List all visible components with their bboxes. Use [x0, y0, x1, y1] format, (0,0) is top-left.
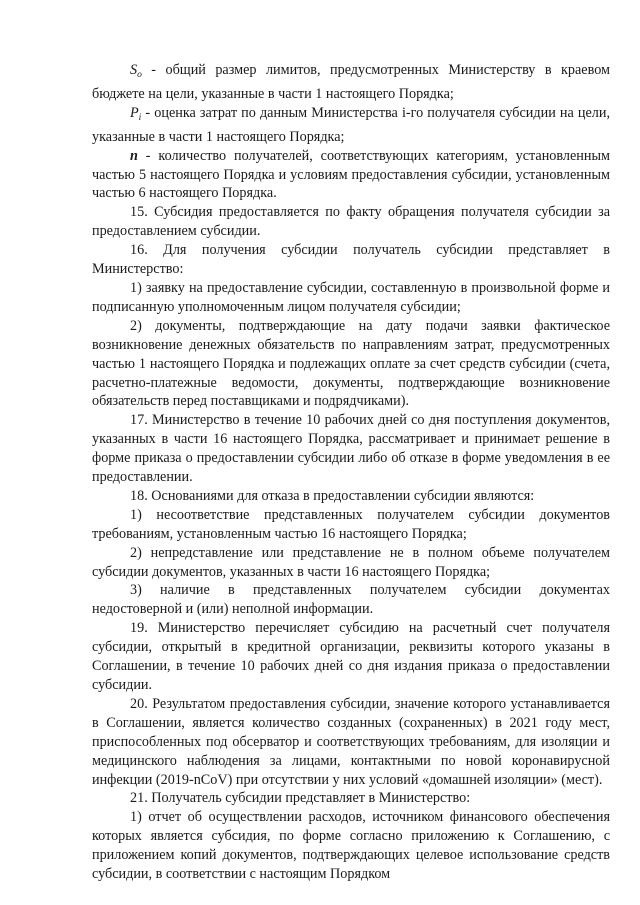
variable-s: S — [130, 62, 138, 78]
paragraph-item-16-2: 2) документы, подтверждающие на дату подачи заявки фактическое возникновение денежных обязательств по направлениям затрат, предусмотренных частью 1 настоящего Порядка и подлежащих оплате за счет средств субсидии (счета, расчетно-платежные ведомости, документы, подтверждающие возникновение обязательств перед поставщиками и подрядчиками). — [92, 317, 610, 410]
variable-p-subscript: i — [138, 112, 142, 123]
variable-s-subscript: o — [137, 70, 142, 80]
paragraph-item-15: 15. Субсидия предоставляется по факту обращения получателя субсидии за предоставлением субсидии. — [92, 204, 610, 240]
document-body — [92, 61, 610, 884]
paragraph-text: - оценка затрат по данным Министерства i-го получателя субсидии на цели, указанные в части 1 настоящего Порядка; — [92, 104, 610, 145]
paragraph-definition-pi — [92, 104, 610, 147]
paragraph-item-18-3: 3) наличие в представленных получателем субсидии документах недостоверной и (или) неполной информации. — [92, 582, 610, 618]
paragraph-item-17: 17. Министерство в течение 10 рабочих дней со дня поступления документов, указанных в части 16 настоящего Порядка, рассматривает и принимает решение в форме приказа о предоставлении субсидии либо об отказе в форме уведомления в ее предоставлении. — [92, 412, 610, 486]
variable-n: n — [130, 147, 138, 164]
paragraph-item-18-1: 1) несоответствие представленных получателем субсидии документов требованиям, установленным частью 16 настоящего Порядка; — [92, 506, 610, 542]
paragraph-item-16: 16. Для получения субсидии получатель субсидии представляет в Министерство: — [92, 242, 610, 278]
paragraph-item-18: 18. Основаниями для отказа в предоставлении субсидии являются: — [130, 487, 535, 504]
paragraph-text: - количество получателей, соответствующих категориям, установленным частью 5 настоящего Порядка и условиям предоставления субсидии, установленным частью 6 настоящего Порядка. — [92, 147, 610, 202]
paragraph-item-19: 19. Министерство перечисляет субсидию на расчетный счет получателя субсидии, открытый в кредитной организации, реквизиты которого указаны в Соглашении, в течение 10 рабочих дней со дня издания приказа о предоставлении субсидии. — [92, 620, 610, 693]
paragraph-item-21-1: 1) отчет об осуществлении расходов, источником финансового обеспечения которых является субсидия, по форме согласно приложению к Соглашению, с приложением копий документов, подтверждающих целевое использование средств субсидии, в соответствии с настоящим Порядком — [92, 809, 610, 883]
paragraph-item-16-1: 1) заявку на предоставление субсидии, составленную в произвольной форме и подписанную уполномоченным лицом получателя субсидии; — [92, 279, 610, 315]
paragraph-item-21: 21. Получатель субсидии представляет в Министерство: — [130, 790, 471, 807]
variable-p: P — [130, 104, 139, 121]
paragraph-definition-so — [92, 61, 610, 104]
paragraph-item-18-2: 2) непредставление или представление не в полном объеме получателем субсидии документов, указанных в части 16 настоящего Порядка; — [92, 544, 610, 580]
paragraph-text: - общий размер лимитов, предусмотренных Министерству в краевом бюджете на цели, указанные в части 1 настоящего Порядка; — [92, 62, 610, 102]
paragraph-definition-n — [92, 147, 610, 204]
paragraph-item-20: 20. Результатом предоставления субсидии, значение которого устанавливается в Соглашении, является количество созданных (сохраненных) в 2021 году мест, приспособленных под обсерватор и соответствующих требованиям, для изоляции и медицинского наблюдения за лицами, контактными по новой коронавирусной инфекции (2019-nCoV) при отсутствии у них условий «домашней изоляции» (мест). — [92, 695, 610, 788]
